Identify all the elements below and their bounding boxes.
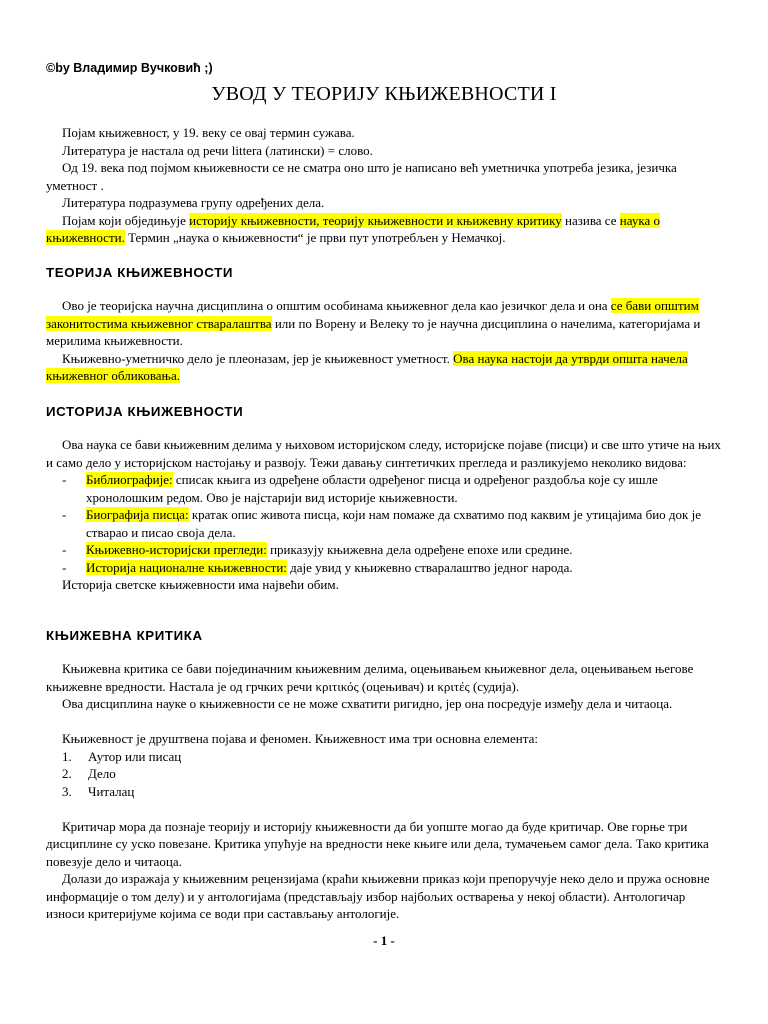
list-item-text: списак књига из одређене области одређеног писца и одређеног раздобља које су ишле хронолошким редом. Ово је најстарији вид историје књижевности. [86,472,658,505]
list-item-text: Читалац [88,783,135,799]
theory-section [46,297,722,385]
page-title: УВОД У ТЕОРИЈУ КЊИЖЕВНОСТИ I [211,83,557,105]
list-item [46,506,722,541]
criticism-paragraph: Књижевност је друштвена појава и феномен. Књижевност има три основна елемента: [62,731,538,746]
criticism-paragraph: Књижевна критика се бави појединачним књижевним делима, оцењивањем књижевног дела, оцењивањем његове књижевне вредности. Настала је од грчких речи κριτικός (оцењивач) и κριτές (судија). [46,661,694,694]
elements-list [46,748,722,801]
section-heading-criticism: КЊИЖЕВНА КРИТИКА [46,628,203,643]
history-section [46,436,722,594]
theory-paragraph [46,297,722,350]
page-number: - 1 - [373,933,395,948]
theory-paragraph [46,350,722,385]
highlighted-text: наука о књижевности. [46,212,660,245]
highlighted-text: Ова наука настоји да утврди општа начела књижевног обликовања. [46,350,688,383]
list-item [46,783,722,801]
intro-line: Литература је настала од речи littera (латински) = слово. [62,142,373,158]
list-number: 1. [62,748,72,764]
highlighted-term: Биографија писца: [86,507,189,522]
list-item-text: даје увид у књижевно стваралаштво једног народа. [286,559,573,575]
history-paragraph: Историја светске књижевности има највећи обим. [62,577,339,592]
list-item [46,471,722,506]
section-heading-history: ИСТОРИЈА КЊИЖЕВНОСТИ [46,404,244,419]
text-run: Појам који обједињује [62,212,190,228]
text-run: Ово је теоријска научна дисциплина о општим особинама књижевног дела као језичког дела и она [62,298,611,313]
intro-line: Појам књижевност, у 19. веку се овај термин сужава. [62,125,355,140]
dash-marker: - [62,472,67,487]
highlighted-term: Библиографије: [86,472,173,487]
criticism-section [46,660,722,923]
dash-marker: - [62,559,67,575]
list-number: 2. [62,766,72,781]
list-item-text: Дело [88,766,116,781]
author-line: ©by Владимир Вучковић ;) [46,61,213,75]
dash-marker: - [62,542,67,557]
text-run: назива се [561,212,620,228]
highlighted-text: се бави општим законитостима књижевног стваралаштва [46,298,699,331]
criticism-paragraph: Долази до изражаја у књижевним рецензијама (краћи књижевни приказ који препоручује неко дело и пружа основне информације о том делу) и у антологијама (представљају избор најбољих остварења у некој области). Антологичар износи критеријуме којима се води при састављању антологије. [46,871,710,921]
criticism-paragraph: Ова дисциплина науке о књижевности се не може схватити ригидно, јер она посредује између дела и читаоца. [62,696,673,711]
list-item [46,541,722,559]
text-run: или по Ворену и Велеку то је научна дисциплина о начелима, категоријама и мерилима књижевности. [46,315,701,348]
list-number: 3. [62,783,72,799]
list-item [46,748,722,766]
list-item-text: Аутор или писац [88,748,182,764]
history-types-list [46,471,722,576]
list-item [46,559,722,577]
intro-paragraph [46,212,722,247]
intro-line: Литература подразумева групу одређених дела. [62,195,325,210]
highlighted-text: историју књижевности, теорију књижевности и књижевну критику [189,212,562,228]
section-heading-theory: ТЕОРИЈА КЊИЖЕВНОСТИ [46,265,234,280]
list-item-text: приказују књижевна дела одређене епохе или средине. [266,542,573,557]
highlighted-term: Историја националне књижевности: [86,559,287,575]
text-run: Термин „наука о књижевности“ је први пут употребљен у Немачкој. [124,230,506,245]
criticism-paragraph: Критичар мора да познаје теорију и историју књижевности да би уопште могао да буде критичар. Ове горње три дисциплине су уско повезане. Критика упућује на вредности неке књиге или дела, тумачењем самог дела. Тако критика повезује дело и читаоца. [46,818,709,869]
intro-section [46,124,722,247]
list-item-text: кратак опис живота писца, који нам помаже да схватимо под каквим је утицајима био док је стварао и писао своја дела. [86,507,701,540]
dash-marker: - [62,507,67,522]
intro-line: Од 19. века под појмом књижевности се не сматра оно што је написано већ уметничка употреба језика, језичка уметност . [46,160,677,193]
history-paragraph: Ова наука се бави књижевним делима у њиховом историјском следу, историјске појаве (писци) и све што утиче на њих и само дело у историјском настојању и развоју. Тежи давању синтетичких прегледа и разликујемо неколико видова: [46,437,721,470]
text-run: Књижевно-уметничко дело је плеоназам, јер је књижевност уметност. [62,350,454,366]
highlighted-term: Књижевно-историјски прегледи: [86,542,267,557]
list-item [46,765,722,783]
